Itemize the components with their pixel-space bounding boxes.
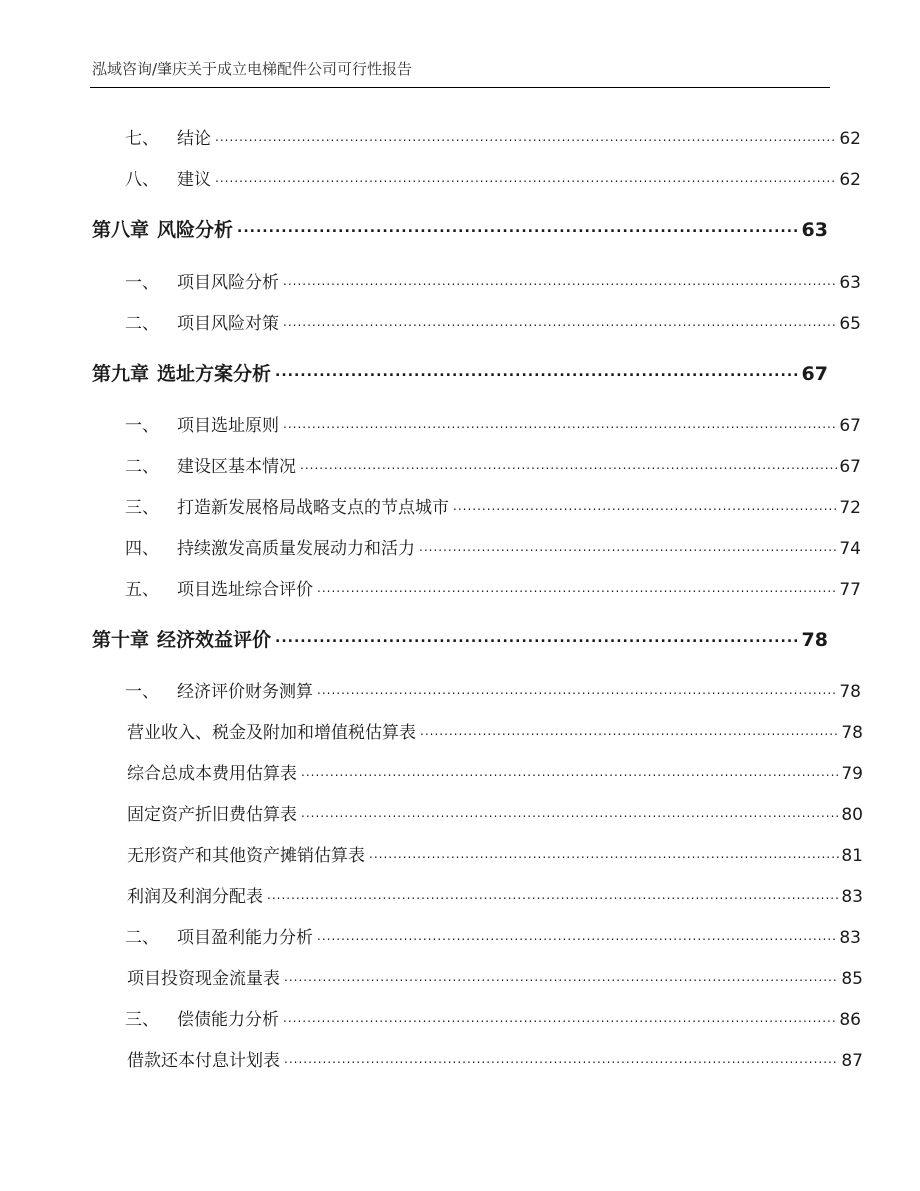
toc-page-number: 86 xyxy=(839,1010,861,1030)
toc-number: 三、 xyxy=(125,1010,159,1030)
toc-page-number: 81 xyxy=(841,846,863,866)
dot-leader xyxy=(283,1008,837,1025)
toc-chapter-entry[interactable] xyxy=(92,359,828,386)
toc-title: 持续激发高质量发展动力和活力 xyxy=(177,539,415,559)
toc-title: 项目盈利能力分析 xyxy=(177,928,313,948)
dot-leader xyxy=(453,496,837,513)
toc-entry[interactable] xyxy=(92,268,861,293)
toc-table-entry[interactable] xyxy=(92,718,863,743)
toc-number: 一、 xyxy=(125,273,159,293)
chapter-number: 第八章 xyxy=(92,219,150,241)
toc-title: 无形资产和其他资产摊销估算表 xyxy=(127,846,365,866)
toc-page-number: 80 xyxy=(841,805,863,825)
toc-entry[interactable] xyxy=(92,165,861,190)
chapter-number: 第十章 xyxy=(92,629,150,651)
toc-entry[interactable] xyxy=(92,493,861,518)
toc-page-number: 78 xyxy=(839,682,861,702)
toc-title: 项目风险对策 xyxy=(177,314,279,334)
toc-page-number: 77 xyxy=(839,580,861,600)
dot-leader xyxy=(237,217,800,236)
toc-entry[interactable] xyxy=(92,534,861,559)
toc-page-number: 78 xyxy=(841,723,863,743)
toc-page-number: 83 xyxy=(841,887,863,907)
toc-entry[interactable] xyxy=(92,124,861,149)
toc-chapter-entry[interactable] xyxy=(92,625,828,652)
dot-leader xyxy=(215,168,837,185)
toc-entry[interactable] xyxy=(92,309,861,334)
toc-title: 打造新发展格局战略支点的节点城市 xyxy=(177,498,449,518)
toc-title: 借款还本付息计划表 xyxy=(127,1051,280,1071)
toc-table-entry[interactable] xyxy=(92,882,863,907)
toc-number: 一、 xyxy=(125,416,159,436)
dot-leader xyxy=(317,926,837,943)
toc-page-number: 87 xyxy=(841,1051,863,1071)
toc-title: 营业收入、税金及附加和增值税估算表 xyxy=(127,723,416,743)
toc-number: 二、 xyxy=(125,928,159,948)
toc-table-entry[interactable] xyxy=(92,841,863,866)
dot-leader xyxy=(283,312,837,329)
toc-number: 四、 xyxy=(125,539,159,559)
chapter-title: 选址方案分析 xyxy=(157,363,272,385)
dot-leader xyxy=(284,967,839,984)
toc-title: 利润及利润分配表 xyxy=(127,887,263,907)
toc-page-number: 67 xyxy=(839,416,861,436)
toc-table-entry[interactable] xyxy=(92,964,863,989)
dot-leader xyxy=(284,1049,839,1066)
dot-leader xyxy=(301,803,839,820)
toc-number: 五、 xyxy=(125,580,159,600)
toc-title: 经济评价财务测算 xyxy=(177,682,313,702)
toc-number: 三、 xyxy=(125,498,159,518)
dot-leader xyxy=(420,721,839,738)
toc-page-number: 67 xyxy=(839,457,861,477)
toc-entry[interactable] xyxy=(92,1005,861,1030)
toc-number: 一、 xyxy=(125,682,159,702)
dot-leader xyxy=(300,455,837,472)
chapter-title: 风险分析 xyxy=(157,219,234,241)
header-rule xyxy=(90,87,830,88)
chapter-number: 第九章 xyxy=(92,363,150,385)
toc-chapter-entry[interactable] xyxy=(92,215,828,242)
dot-leader xyxy=(283,414,837,431)
toc-title: 项目选址综合评价 xyxy=(177,580,313,600)
page-header: 泓域咨询/肇庆关于成立电梯配件公司可行性报告 xyxy=(92,60,413,78)
dot-leader xyxy=(215,127,837,144)
toc-number: 二、 xyxy=(125,314,159,334)
dot-leader xyxy=(275,361,800,380)
toc-title: 建议 xyxy=(177,170,211,190)
toc-number: 八、 xyxy=(125,170,159,190)
dot-leader xyxy=(419,537,837,554)
dot-leader xyxy=(317,680,837,697)
toc-table-entry[interactable] xyxy=(92,1046,863,1071)
toc-page-number: 79 xyxy=(841,764,863,784)
toc-entry[interactable] xyxy=(92,411,861,436)
toc-table-entry[interactable] xyxy=(92,759,863,784)
dot-leader xyxy=(275,627,800,646)
toc-title: 固定资产折旧费估算表 xyxy=(127,805,297,825)
dot-leader xyxy=(283,271,837,288)
toc-entry[interactable] xyxy=(92,677,861,702)
toc-title: 建设区基本情况 xyxy=(177,457,296,477)
toc-entry[interactable] xyxy=(92,575,861,600)
toc-title: 偿债能力分析 xyxy=(177,1010,279,1030)
toc-page-number: 74 xyxy=(839,539,861,559)
toc-page-number: 67 xyxy=(801,363,828,385)
toc-number: 二、 xyxy=(125,457,159,477)
toc-title: 项目选址原则 xyxy=(177,416,279,436)
chapter-title: 经济效益评价 xyxy=(157,629,272,651)
toc-page-number: 83 xyxy=(839,928,861,948)
toc-page-number: 85 xyxy=(841,969,863,989)
toc-page-number: 72 xyxy=(839,498,861,518)
toc-title: 结论 xyxy=(177,129,211,149)
dot-leader xyxy=(369,844,839,861)
toc-title: 项目风险分析 xyxy=(177,273,279,293)
toc-title: 综合总成本费用估算表 xyxy=(127,764,297,784)
toc-page-number: 62 xyxy=(839,170,861,190)
toc-page-number: 63 xyxy=(839,273,861,293)
toc-page-number: 63 xyxy=(801,219,828,241)
toc-title: 项目投资现金流量表 xyxy=(127,969,280,989)
dot-leader xyxy=(317,578,837,595)
toc-number: 七、 xyxy=(125,129,159,149)
dot-leader xyxy=(301,762,839,779)
dot-leader xyxy=(267,885,839,902)
toc-entry[interactable] xyxy=(92,923,861,948)
toc-table-entry[interactable] xyxy=(92,800,863,825)
toc-entry[interactable] xyxy=(92,452,861,477)
toc-page-number: 65 xyxy=(839,314,861,334)
toc-page-number: 78 xyxy=(801,629,828,651)
toc-page-number: 62 xyxy=(839,129,861,149)
